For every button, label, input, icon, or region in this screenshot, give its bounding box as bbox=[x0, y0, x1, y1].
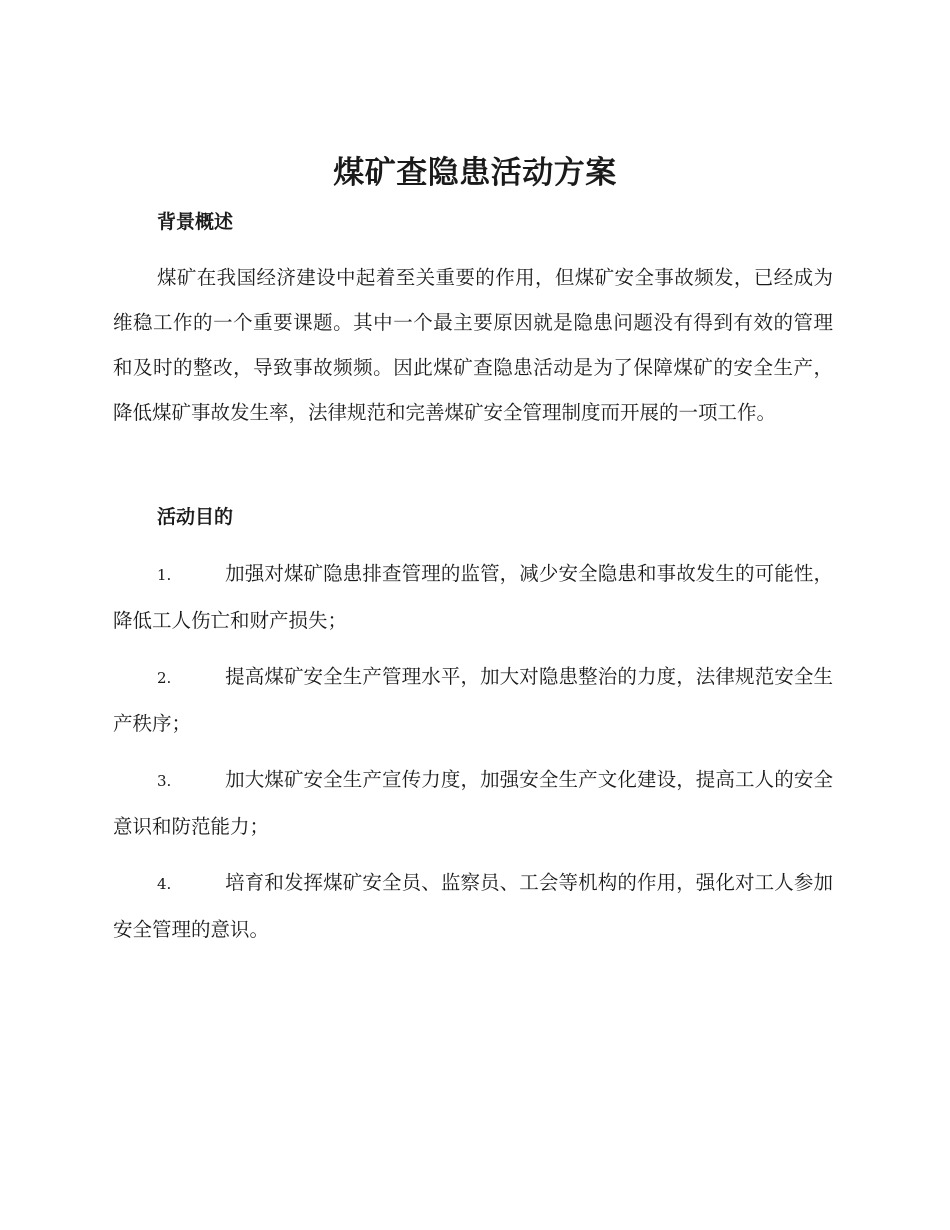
list-item-number: 4. bbox=[157, 875, 172, 893]
list-item-text: 加强对煤矿隐患排查管理的监管，减少安全隐患和事故发生的可能性，降低工人伤亡和财产损失； bbox=[113, 562, 833, 632]
list-item-text: 加大煤矿安全生产宣传力度，加强安全生产文化建设，提高工人的安全意识和防范能力； bbox=[113, 768, 833, 838]
section-heading-background: 背景概述 bbox=[157, 211, 234, 233]
list-item-number: 2. bbox=[157, 669, 172, 687]
section-heading-purpose: 活动目的 bbox=[157, 506, 234, 528]
document-title: 煤矿查隐患活动方案 bbox=[333, 155, 617, 191]
list-item bbox=[113, 551, 833, 643]
list-item-number: 1. bbox=[157, 566, 172, 584]
background-paragraph: 煤矿在我国经济建设中起着至关重要的作用，但煤矿安全事故频发，已经成为维稳工作的一个重要课题。其中一个最主要原因就是隐患问题没有得到有效的管理和及时的整改，导致事故频频。因此煤矿查隐患活动是为了保障煤矿的安全生产，降低煤矿事故发生率，法律规范和完善煤矿安全管理制度而开展的一项工作。 bbox=[113, 266, 833, 424]
list-item bbox=[113, 757, 833, 849]
list-item-number: 3. bbox=[157, 772, 172, 790]
list-item-text: 培育和发挥煤矿安全员、监察员、工会等机构的作用，强化对工人参加安全管理的意识。 bbox=[113, 871, 833, 941]
list-item bbox=[113, 860, 833, 952]
list-item bbox=[113, 654, 833, 746]
list-item-text: 提高煤矿安全生产管理水平，加大对隐患整治的力度，法律规范安全生产秩序； bbox=[113, 665, 833, 735]
